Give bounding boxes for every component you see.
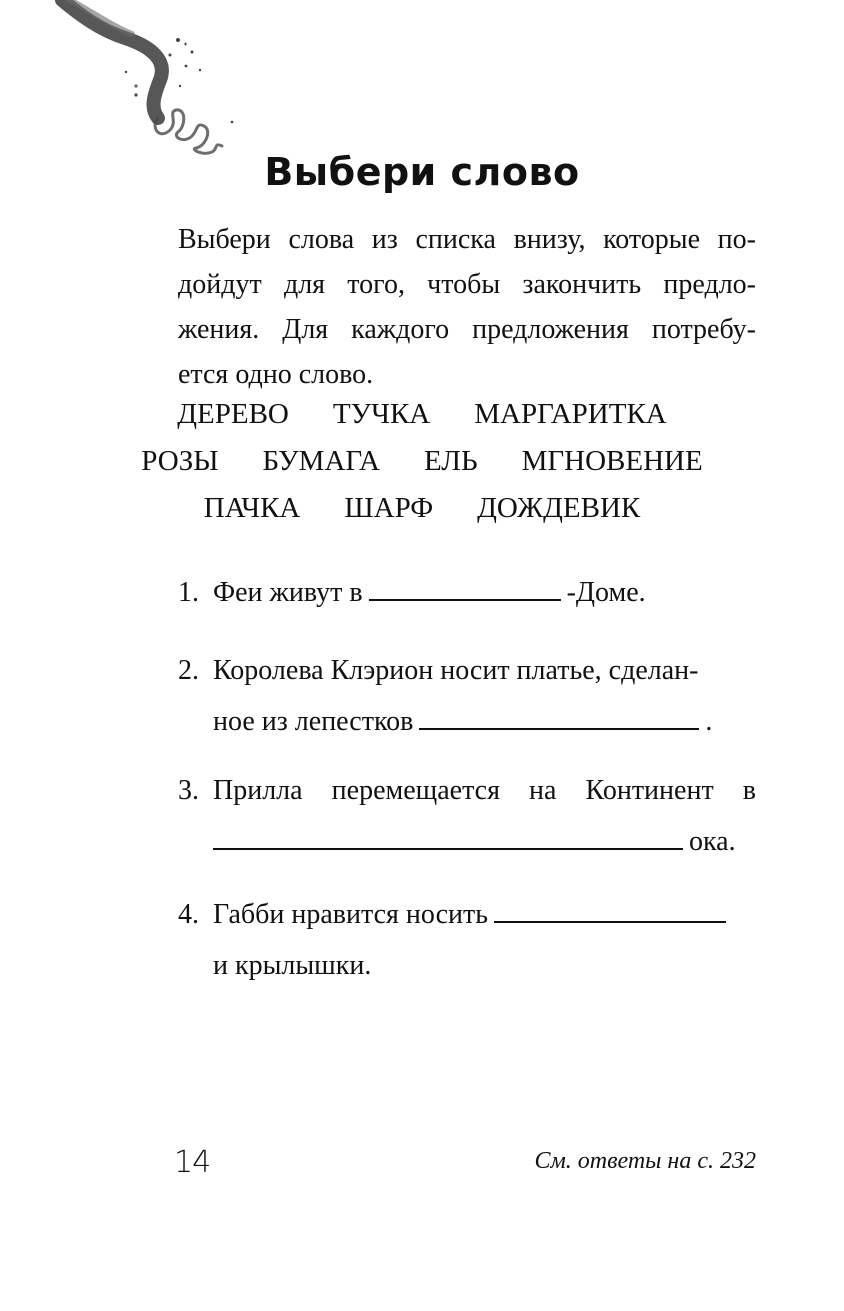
question-line	[213, 648, 756, 693]
word-bank-row	[0, 486, 844, 531]
question-text: ока.	[689, 826, 736, 857]
question-text: Королева Клэрион носит платье, сделан-	[213, 655, 699, 686]
answer-blank[interactable]	[494, 893, 726, 923]
question-text: Габби нравится носить	[213, 899, 488, 930]
word-bank-word: ДОЖДЕВИК	[477, 492, 641, 524]
question-number: 2.	[178, 655, 199, 686]
word-bank-word: ТУЧКА	[332, 398, 431, 430]
word-bank-row	[0, 392, 844, 437]
word-bank-word: БУМАГА	[262, 445, 380, 477]
word-bank-row	[0, 439, 844, 484]
page-title: Выбери слово	[264, 150, 580, 194]
question-text: Феи живут в	[213, 577, 363, 608]
question-number: 1.	[178, 577, 199, 608]
answers-reference: См. ответы на с. 232	[534, 1148, 756, 1174]
instructions-line: Выбери слова из списка внизу, которые по-	[178, 224, 756, 255]
magic-wand-trail-icon	[0, 0, 260, 170]
question-text: Прилла перемещается на Континент в	[213, 775, 756, 806]
question-line	[213, 768, 756, 813]
question-line	[213, 892, 756, 937]
question-text: и крылышки.	[213, 950, 372, 981]
question-text: ное из лепестков	[213, 706, 414, 737]
question-line	[213, 819, 756, 864]
word-bank-word: МГНОВЕНИЕ	[521, 445, 703, 477]
instructions-paragraph	[178, 217, 756, 397]
answer-blank[interactable]	[213, 820, 683, 850]
question-text: .	[705, 706, 713, 737]
question-line	[213, 699, 756, 744]
word-bank-word: ПАЧКА	[203, 492, 301, 524]
question-line	[213, 943, 756, 988]
instructions-line: дойдут для того, чтобы закончить предло-	[178, 269, 756, 300]
word-bank-word: МАРГАРИТКА	[474, 398, 667, 430]
word-bank-word: ЕЛЬ	[423, 445, 478, 477]
word-bank-word: РОЗЫ	[141, 445, 219, 477]
instructions-line: жения. Для каждого предложения потребу-	[178, 314, 756, 345]
word-bank	[0, 392, 844, 533]
instructions-line: ется одно слово.	[178, 359, 374, 390]
answer-blank[interactable]	[419, 700, 699, 730]
word-bank-word: ШАРФ	[344, 492, 434, 524]
word-bank-word: ДЕРЕВО	[177, 398, 289, 430]
question-number: 4.	[178, 899, 199, 930]
question-text: -Доме.	[566, 577, 646, 608]
page-number: 14	[174, 1145, 211, 1180]
answer-blank[interactable]	[369, 571, 561, 601]
question-number: 3.	[178, 775, 199, 806]
question-line	[213, 570, 756, 615]
